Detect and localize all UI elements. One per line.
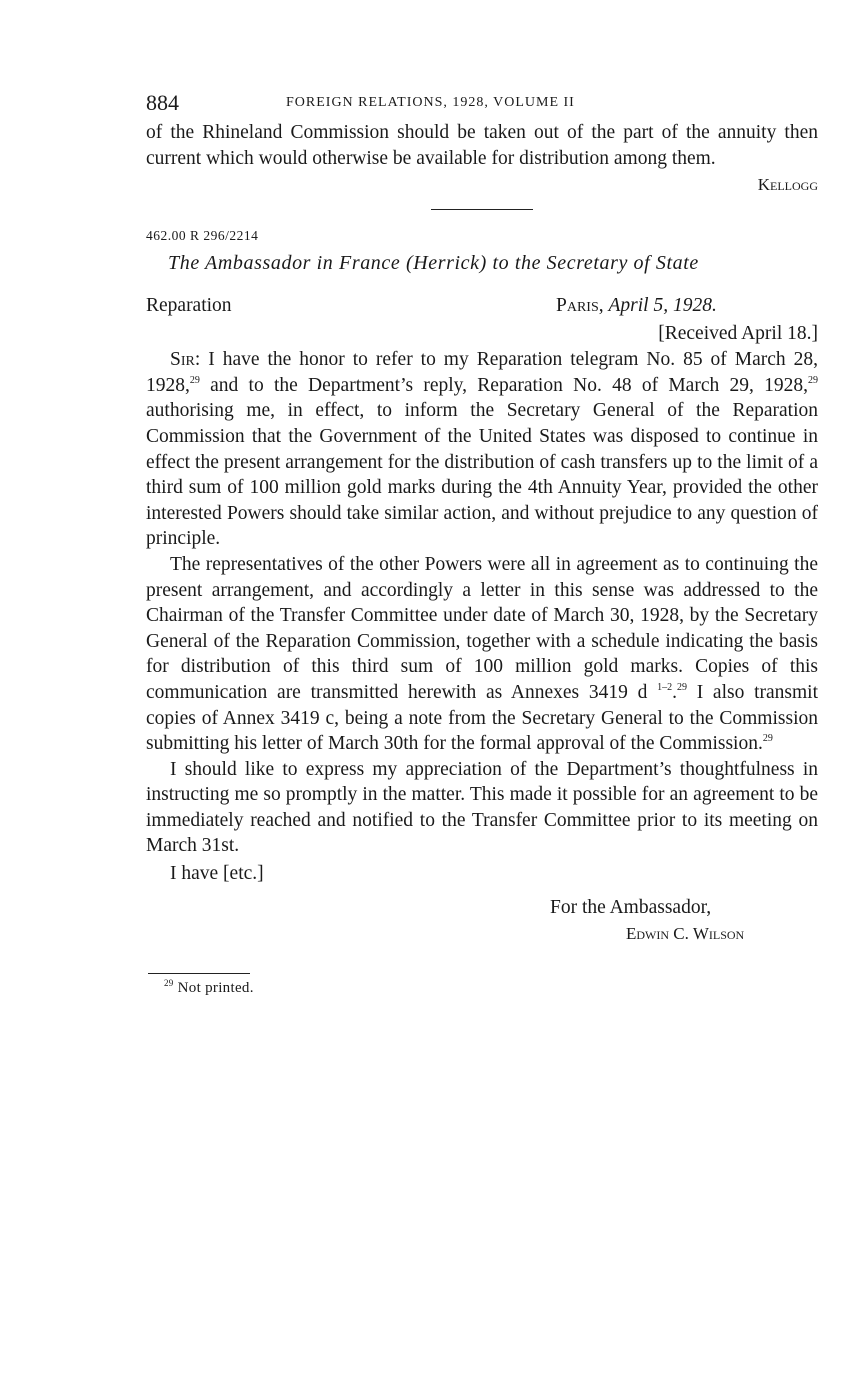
sign-for: For the Ambassador, <box>550 897 712 919</box>
section-divider <box>431 209 533 210</box>
paragraph-1-text-b: and to the Department’s reply, Reparation No. 48 of March 29, 1928, <box>199 374 808 396</box>
paragraph-2 <box>146 552 818 757</box>
document-title: The Ambassador in France (Herrick) to the Secretary of State <box>168 252 699 275</box>
file-number: 462.00 R 296/2214 <box>146 228 259 244</box>
paragraph-1-text-a: I have the honor to refer to my Reparation telegram No. 85 of March 28, 1928, <box>146 349 819 396</box>
place-date <box>556 295 717 317</box>
place: Paris, <box>556 295 604 317</box>
footnote-ref: 29 <box>676 681 687 693</box>
category-label: Reparation <box>146 295 232 317</box>
salutation: Sir: <box>170 349 201 371</box>
date: April 5, 1928. <box>608 295 717 317</box>
running-head-title: FOREIGN RELATIONS, 1928, VOLUME II <box>286 95 575 110</box>
letter-body <box>146 347 818 859</box>
footnote-ref: 29 <box>189 374 200 386</box>
received-date: [Received April 18.] <box>658 323 818 345</box>
paragraph-2-text-b: . <box>672 681 677 703</box>
footnote-ref: 29 <box>808 374 818 386</box>
paragraph-1 <box>146 347 818 552</box>
annex-superscript: 1–2 <box>657 681 673 693</box>
paragraph-2-text-a: The representatives of the other Powers were all in agreement as to continuing the present arrangement, and accordingly a letter in this sense was addressed to the Chairman of the Transfer Committee under date of March 30, 1928, by the Secretary General of the Reparation Commission, together with a schedule indicating the basis for distribution of this third sum of 100 million gold marks. Copies of this communication are transmitted herewith as Annexes 3419 d <box>146 553 818 703</box>
dateline <box>146 295 818 321</box>
kellogg-signature: Kellogg <box>757 175 818 195</box>
paragraph-1-text-c: authorising me, in effect, to inform the Secretary General of the Reparation Commission that the Government of the United States was disposed to continue in effect the present arrangement for the distribution of cash transfers up to the limit of a third sum of 100 million gold marks during the 4th Annuity Year, provided the other interested Powers should take similar action, and without prejudice to any question of principle. <box>146 400 818 550</box>
footnote-text: Not printed. <box>177 980 254 997</box>
paragraph-3: I should like to express my appreciation of the Department’s thoughtfulness in instructing me so promptly in the matter. This made it possible for an agreement to be immediately reached and notified to the Transfer Committee prior to its meeting on March 31st. <box>146 758 818 857</box>
footnote <box>164 980 818 997</box>
document-page <box>146 90 818 997</box>
running-head <box>146 90 818 120</box>
signature-block <box>550 895 818 947</box>
footnote-ref: 29 <box>762 733 773 745</box>
closing: I have [etc.] <box>170 863 264 885</box>
signer-name: Edwin C. Wilson <box>626 924 745 944</box>
footnote-number: 29 <box>164 978 174 989</box>
continuation-paragraph: of the Rhineland Commission should be taken out of the part of the annuity then current which would otherwise be available for distribution among them. <box>146 122 818 169</box>
page-number: 884 <box>146 90 179 115</box>
footnote-divider <box>148 973 250 974</box>
paragraph-2-text-c: I also transmit copies of Annex 3419 c, being a note from the Secretary General to the Commission submitting his letter of March 30th for the formal approval of the Commission. <box>146 681 818 755</box>
